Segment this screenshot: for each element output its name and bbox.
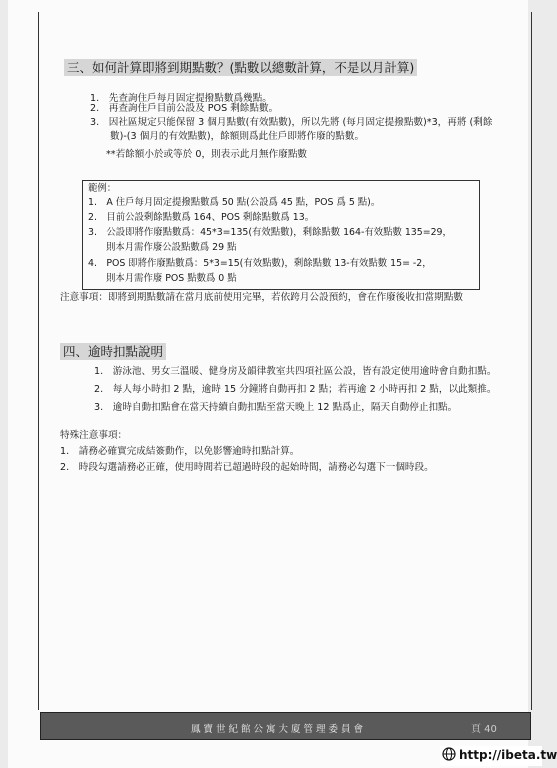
footer-title: 鳳寶世紀館公寓大廈管理委員會 (191, 724, 367, 735)
example-line-1: 1. A 住戶每月固定提撥點數爲 50 點(公設爲 45 點，POS 爲 5 點)。 (88, 197, 381, 208)
example-line-3: 3. 公設即將作廢點數爲：45*3=135(有效點數)，剩餘點數 164-有效點數 135=29， (88, 227, 452, 238)
section3-item-3-cont: 數)-(3 個月的有效點數)，餘額則爲此住戶即將作廢的點數。 (110, 131, 365, 142)
section4-item-1: 1. 游泳池、男女三溫暖、健身房及韻律教室共四項社區公設，皆有設定使用逾時會自動扣點。 (94, 366, 497, 377)
special-item-2: 2. 時段勾選請務必正確，使用時間若已超過時段的起始時間，請務必勾選下一個時段。 (60, 462, 434, 473)
example-title: 範例： (88, 183, 117, 194)
section3-heading: 三、如何計算即將到期點數？(點數以總數計算，不是以月計算) (64, 62, 417, 75)
note-text: 注意事項：即將到期點數請在當月底前使用完畢，若依跨月公設預約，會在作廢後收扣當期點數 (60, 292, 463, 303)
page-border-right (531, 12, 532, 710)
section4-item-2: 2. 每人每小時扣 2 點，逾時 15 分鐘將自動再扣 2 點；若再逾 2 小時再扣 2 點，以此類推。 (94, 384, 497, 395)
special-item-1: 1. 請務必確實完成結簽動作，以免影響逾時扣點計算。 (60, 446, 300, 457)
section3-item-2: 2. 再查詢住戶目前公設及 POS 剩餘點數。 (90, 103, 279, 114)
watermark-url[interactable]: http://ibeta.tw (459, 748, 557, 762)
example-line-4-cont: 則本月需作廢 POS 點數爲 0 點 (106, 273, 237, 284)
section3-item-3: 3. 因社區規定只能保留 3 個月點數(有效點數)，所以先將 (每月固定提撥點數)*3，再將 (剩餘 (90, 117, 493, 128)
globe-icon (442, 747, 456, 761)
special-title: 特殊注意事項： (60, 430, 128, 441)
section3-item-1: 1. 先查詢住戶每月固定提撥點數爲幾點。 (90, 93, 272, 104)
section4-heading: 四、逾時扣點說明 (60, 346, 166, 359)
section4-item-3: 3. 逾時自動扣點會在當天持續自動扣點至當天晚上 12 點爲止，隔天自動停止扣點。 (94, 402, 458, 413)
document-page (8, 0, 528, 768)
page-footer (40, 712, 531, 740)
page-number: 頁 40 (471, 724, 497, 735)
example-line-4: 4. POS 即將作廢點數爲：5*3=15(有效點數)，剩餘點數 13-有效點數 15= -2， (88, 258, 432, 269)
example-line-2: 2. 目前公設剩餘點數爲 164、POS 剩餘點數爲 13。 (88, 212, 315, 223)
example-line-3-cont: 則本月需作廢公設點數爲 29 點 (106, 242, 237, 253)
section3-footnote: **若餘額小於或等於 0，則表示此月無作廢點數 (106, 149, 308, 160)
page-border-left (38, 12, 39, 710)
